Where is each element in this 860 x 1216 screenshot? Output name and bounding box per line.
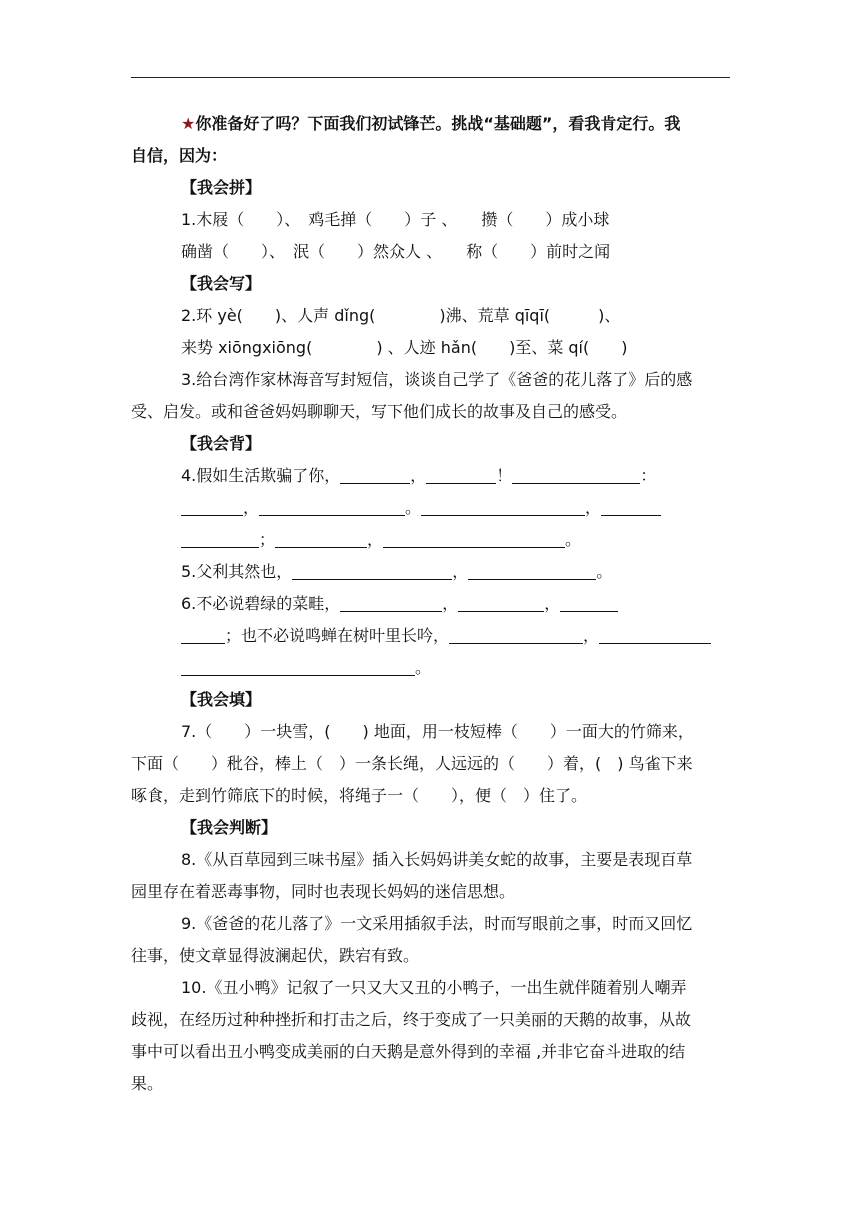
question-4-line-3: ； ， 。 — [131, 524, 730, 556]
answer-blank[interactable] — [292, 561, 452, 580]
question-1-row-2: 确凿（ ）、 泯（ ）然众人 、 称（ ）前时之闻 — [181, 242, 611, 261]
answer-blank[interactable] — [181, 529, 259, 548]
answer-blank[interactable] — [181, 657, 415, 676]
question-3-line-1: 3.给台湾作家林海音写封短信，谈谈自己学了《爸爸的花儿落了》后的感 — [181, 370, 693, 389]
answer-blank[interactable] — [601, 497, 661, 516]
question-8-line-1: 8.《从百草园到三味书屋》插入长妈妈讲美女蛇的故事，主要是表现百草 — [181, 850, 693, 869]
answer-blank[interactable] — [426, 465, 496, 484]
question-6-line-2: ；也不必说鸣蝉在树叶里长吟， ， — [131, 620, 730, 652]
answer-blank[interactable] — [340, 593, 442, 612]
question-5: 5.父利其然也， ， 。 — [181, 562, 613, 581]
question-8-line-2: 园里存在着恶毒事物，同时也表现长妈妈的迷信思想。 — [131, 882, 516, 901]
question-3-line-2: 受、启发。或和爸爸妈妈聊聊天，写下他们成长的故事及自己的感受。 — [131, 402, 628, 421]
answer-blank[interactable] — [259, 497, 405, 516]
header-rule — [131, 77, 730, 78]
question-6-line-3: 。 — [131, 652, 730, 684]
section-title-judge: 【我会判断】 — [181, 818, 278, 837]
answer-blank[interactable] — [340, 465, 410, 484]
question-10-line-4: 果。 — [131, 1074, 164, 1093]
answer-blank[interactable] — [421, 497, 585, 516]
answer-blank[interactable] — [181, 625, 225, 644]
question-10-line-2: 歧视，在经历过种种挫折和打击之后，终于变成了一只美丽的天鹅的故事，从故 — [131, 1010, 692, 1029]
answer-blank[interactable] — [275, 529, 367, 548]
section-title-write: 【我会写】 — [181, 274, 262, 293]
answer-blank[interactable] — [181, 497, 243, 516]
star-icon: ★ — [181, 114, 196, 133]
question-2-row-1: 2.环 yè( )、人声 dǐng( )沸、荒草 qīqī( )、 — [181, 306, 621, 325]
answer-blank[interactable] — [512, 465, 640, 484]
question-9-line-2: 往事，使文章显得波澜起伏，跌宕有致。 — [131, 946, 420, 965]
answer-blank[interactable] — [458, 593, 544, 612]
answer-blank[interactable] — [383, 529, 565, 548]
answer-blank[interactable] — [468, 561, 596, 580]
section-title-pin: 【我会拼】 — [181, 178, 262, 197]
intro-line-1: ★你准备好了吗？下面我们初试锋芒。挑战“基础题”，看我肯定行。我 — [181, 114, 681, 133]
answer-blank[interactable] — [449, 625, 583, 644]
section-title-recite: 【我会背】 — [181, 434, 262, 453]
answer-blank[interactable] — [560, 593, 618, 612]
question-7-line-2: 下面（ ）秕谷，棒上（ ）一条长绳，人远远的（ ）着，( ) 鸟雀下来 — [131, 754, 693, 773]
question-4-line-2: ， 。 ， — [131, 492, 730, 524]
question-10-line-3: 事中可以看出丑小鸭变成美丽的白天鹅是意外得到的幸福 ,并非它奋斗进取的结 — [131, 1042, 686, 1061]
question-7-line-3: 啄食，走到竹筛底下的时候，将绳子一（ ），便（ ）住了。 — [131, 786, 588, 805]
question-4-line-1: 4.假如生活欺骗了你， ， ！ ： — [181, 466, 657, 485]
section-title-fill: 【我会填】 — [181, 690, 262, 709]
question-10-line-1: 10.《丑小鸭》记叙了一只又大又丑的小鸭子，一出生就伴随着别人嘲弄 — [181, 978, 687, 997]
answer-blank[interactable] — [599, 625, 711, 644]
question-6-line-1: 6.不必说碧绿的菜畦， ， ， — [131, 588, 730, 620]
question-1-row-1: 1.木屐（ ）、 鸡毛掸（ ）子 、 攒（ ）成小球 — [181, 210, 610, 229]
question-9-line-1: 9.《爸爸的花儿落了》一文采用插叙手法，时而写眼前之事，时而又回忆 — [181, 914, 693, 933]
worksheet — [131, 108, 730, 1100]
intro-line-2: 自信，因为： — [131, 146, 228, 165]
question-7-line-1: 7.（ ）一块雪，( ) 地面，用一枝短棒（ ）一面大的竹筛来， — [181, 722, 694, 741]
question-2-row-2: 来势 xiōngxiōng( ) 、人迹 hǎn( )至、菜 qí( ) — [181, 338, 628, 357]
